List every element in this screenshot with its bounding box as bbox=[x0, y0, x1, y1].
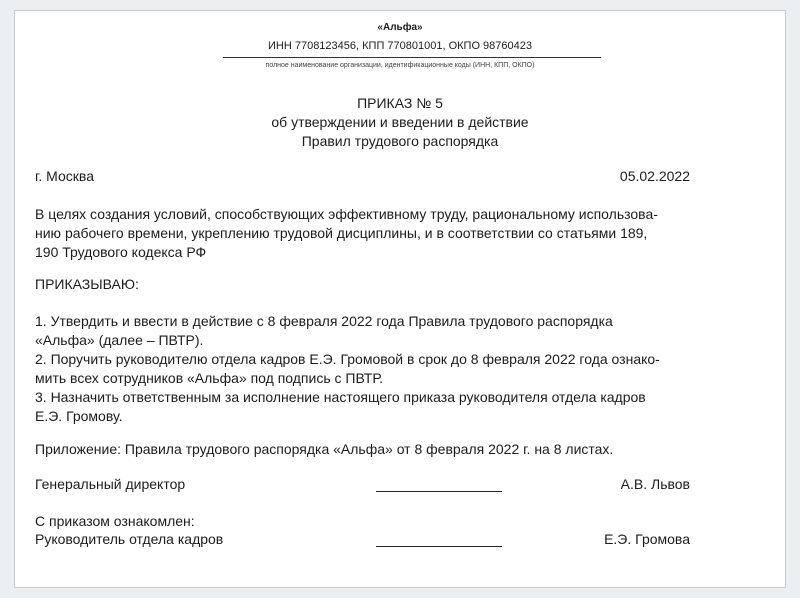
header-rule bbox=[223, 57, 601, 58]
order-item-line: мить всех сотрудников «Альфа» под подпись с ПВТР. bbox=[35, 370, 384, 386]
order-city: г. Москва bbox=[35, 168, 94, 184]
preamble-line: В целях создания условий, способствующих эффективному труду, рациональному использова- bbox=[35, 206, 658, 222]
order-item-line: 3. Назначить ответственным за исполнение настоящего приказа руководителя отдела кадров bbox=[35, 389, 646, 405]
director-name: А.В. Львов bbox=[620, 476, 690, 492]
order-item-line: 2. Поручить руководителю отдела кадров Е.Э. Громовой в срок до 8 февраля 2022 года ознако- bbox=[35, 351, 660, 367]
order-item-line: «Альфа» (далее – ПВТР). bbox=[35, 332, 204, 348]
order-item-line: Е.Э. Громову. bbox=[35, 408, 123, 424]
order-subtitle-line-1: об утверждении и введении в действие bbox=[271, 114, 529, 130]
header-caption: полное наименование организации, идентификационные коды (ИНН, КПП, ОКПО) bbox=[265, 62, 535, 69]
hr-head-title: Руководитель отдела кадров bbox=[35, 531, 224, 547]
hr-signature-line bbox=[376, 546, 502, 547]
order-date: 05.02.2022 bbox=[619, 168, 690, 184]
organization-name: «Альфа» bbox=[377, 22, 423, 33]
order-title: ПРИКАЗ № 5 bbox=[357, 95, 443, 111]
preamble-line: нию рабочего времени, укреплению трудовой дисциплины, и в соответствии со статьями 189, bbox=[35, 225, 648, 241]
director-title: Генеральный директор bbox=[35, 476, 186, 492]
order-subtitle-line-2: Правил трудового распорядка bbox=[301, 133, 499, 149]
preamble-line: 190 Трудового кодекса РФ bbox=[35, 244, 207, 260]
document-page bbox=[14, 10, 786, 588]
attachment-note: Приложение: Правила трудового распорядка «Альфа» от 8 февраля 2022 г. на 8 листах. bbox=[35, 441, 614, 457]
acknowledgement-label: С приказом ознакомлен: bbox=[35, 513, 195, 529]
order-item-line: 1. Утвердить и ввести в действие с 8 февраля 2022 года Правила трудового распорядка bbox=[35, 313, 613, 329]
organization-codes: ИНН 7708123456, КПП 770801001, ОКПО 98760423 bbox=[267, 40, 532, 52]
hr-head-name: Е.Э. Громова bbox=[604, 531, 690, 547]
order-directive-word: ПРИКАЗЫВАЮ: bbox=[35, 276, 139, 292]
director-signature-line bbox=[376, 491, 502, 492]
